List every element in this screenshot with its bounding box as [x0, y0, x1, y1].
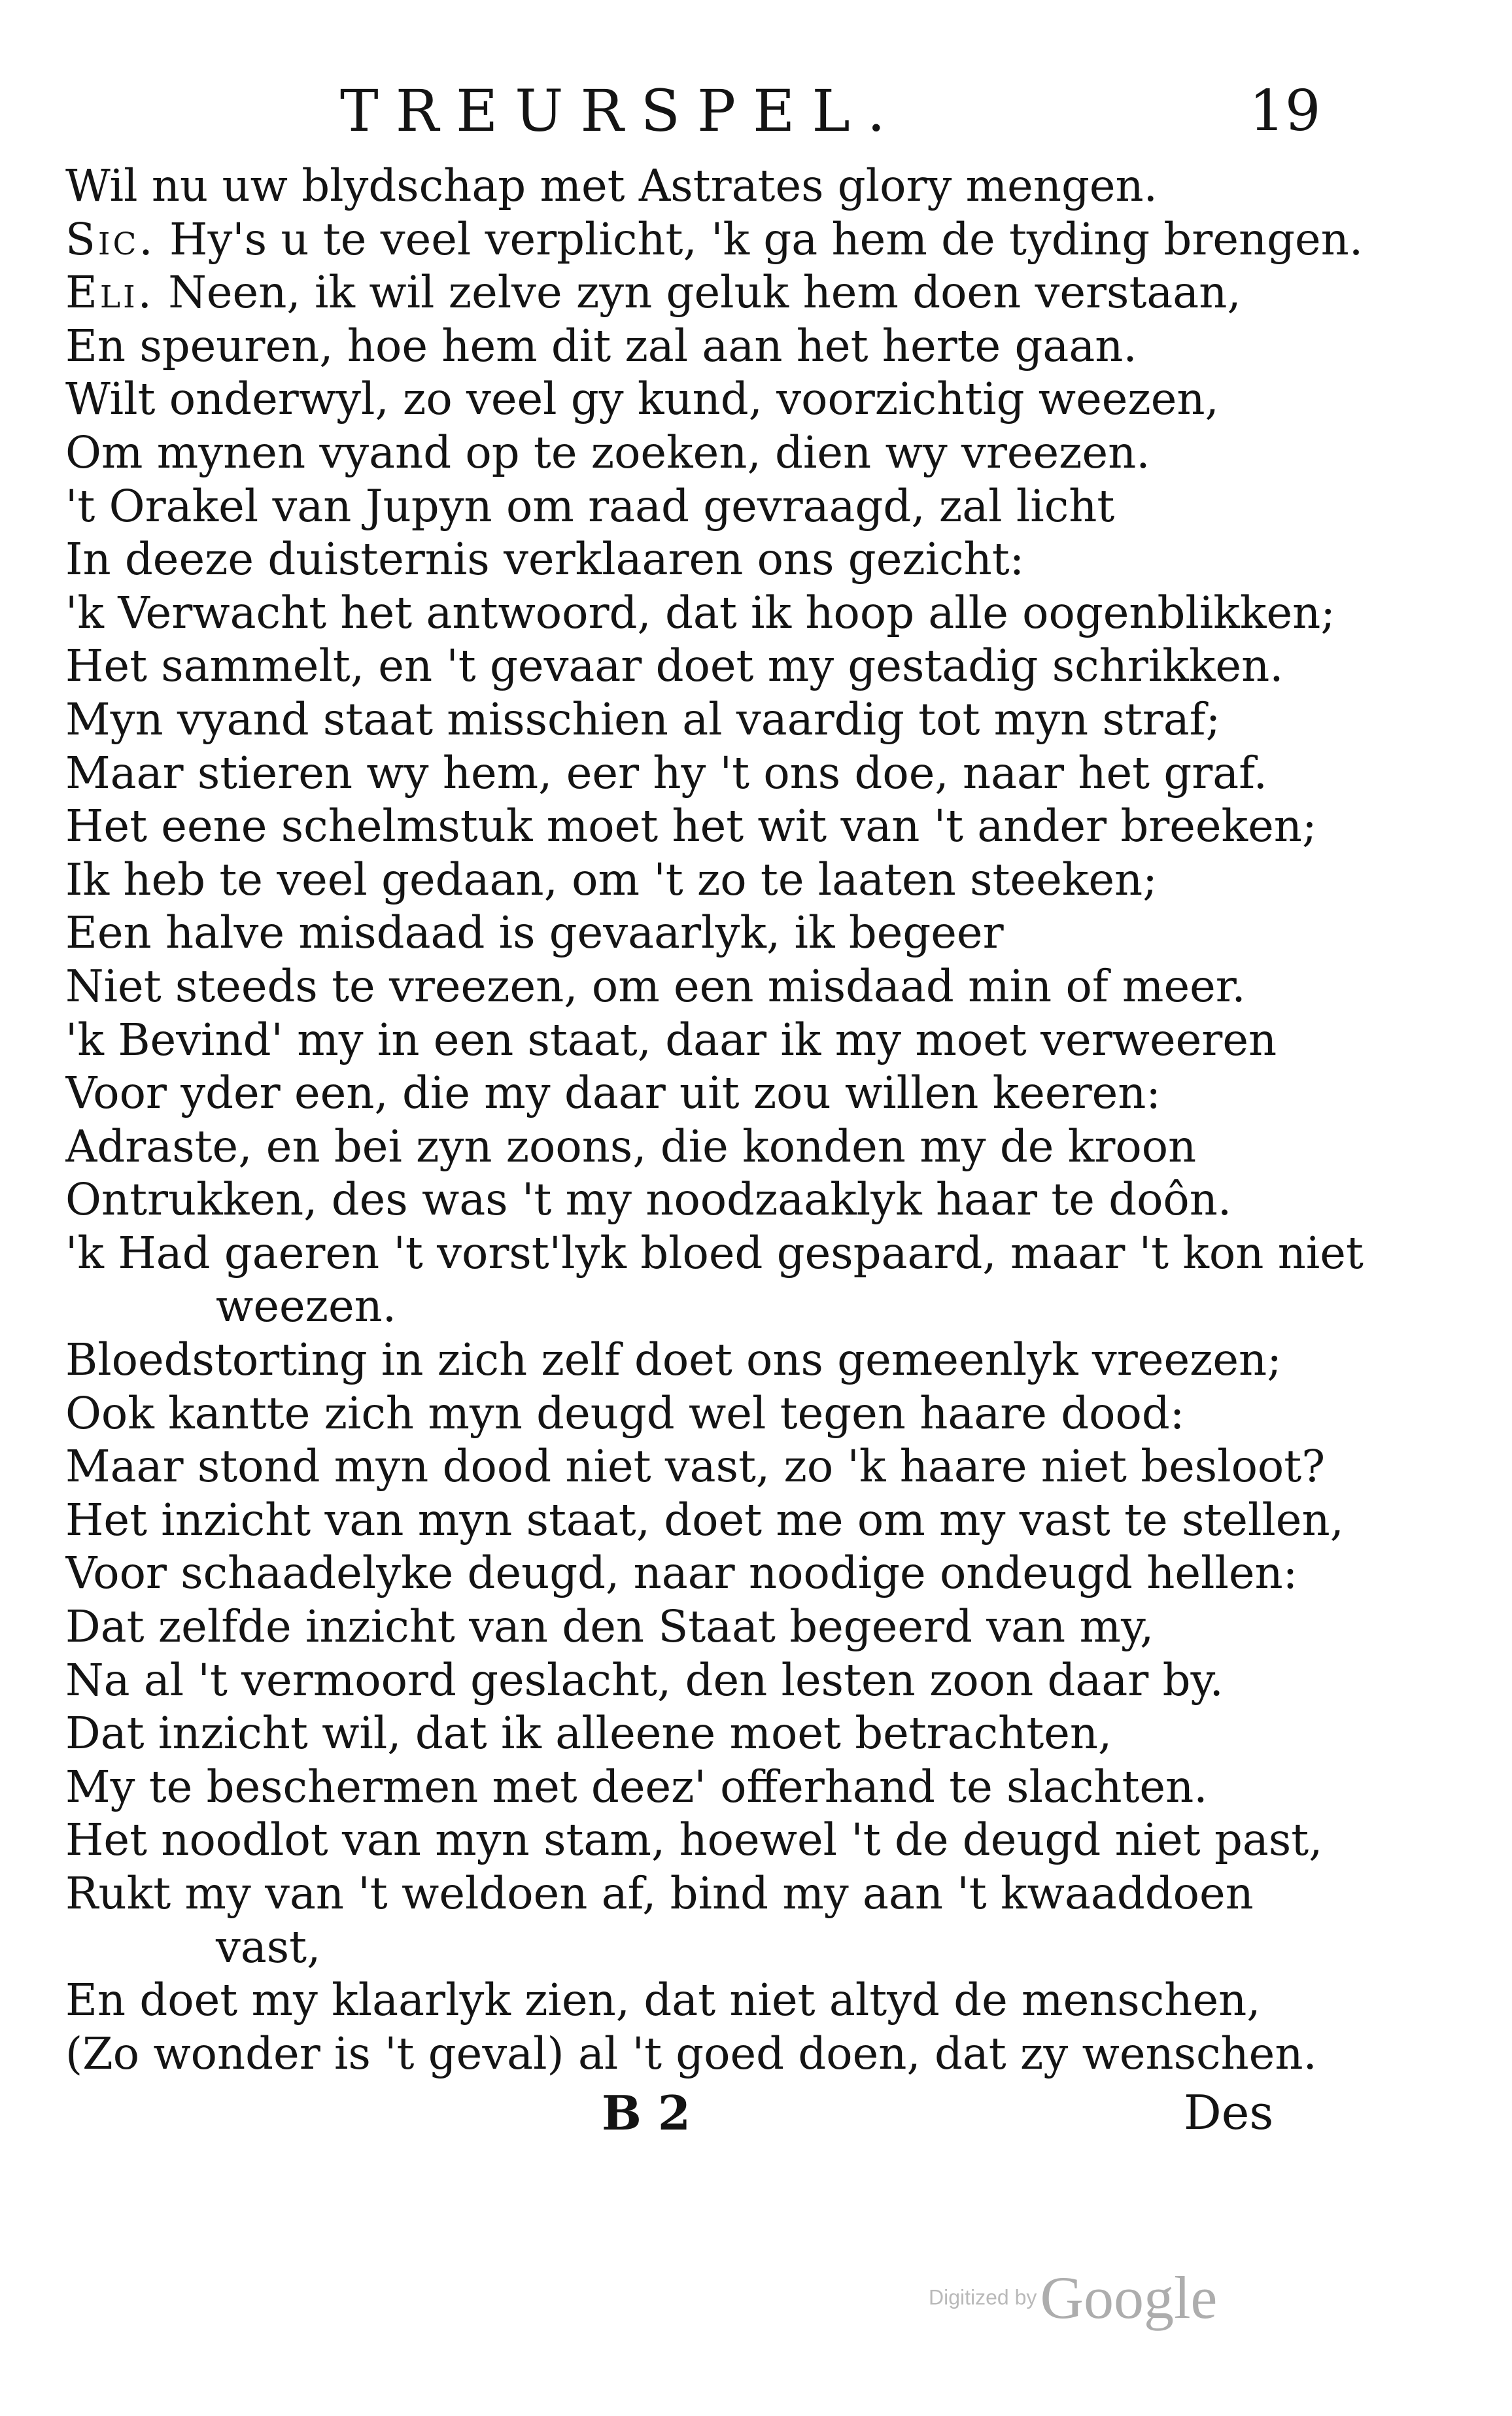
verse-line-text: En doet my klaarlyk zien, dat niet altyd de menschen,	[65, 1975, 1261, 2026]
verse-line-text: Adraste, en bei zyn zoons, die konden my de kroon	[65, 1120, 1197, 1172]
verse-line-text: Het noodlot van myn stam, hoewel 't de deugd niet past,	[65, 1814, 1323, 1866]
verse-line-text: Ontrukken, des was 't my noodzaaklyk haar te doôn.	[65, 1174, 1232, 1226]
verse-line-text: Dat zelfde inzicht van den Staat begeerd van my,	[65, 1601, 1154, 1653]
verse-line	[65, 854, 1452, 907]
verse-line-text: vast,	[216, 1921, 321, 1973]
verse-line	[65, 1867, 1452, 1921]
verse-line	[65, 2028, 1452, 2081]
digitized-by-google-watermark	[929, 2263, 1217, 2332]
verse-line	[65, 1494, 1452, 1547]
verse-line	[65, 1173, 1452, 1227]
verse-line	[65, 533, 1452, 587]
verse-line	[65, 800, 1452, 854]
verse-line	[65, 480, 1452, 534]
verse-line-text: Het eene schelmstuk moet het wit van 't ander breeken;	[65, 801, 1317, 852]
verse-line-text: Voor schaadelyke deugd, naar noodige ondeugd hellen:	[65, 1547, 1298, 1599]
verse-line-text: Het sammelt, en 't gevaar doet my gestadig schrikken.	[65, 640, 1284, 692]
running-title: TREURSPEL.	[340, 77, 902, 145]
catchword: Des	[1184, 2085, 1274, 2140]
speaker-label: Eli.	[65, 267, 154, 319]
verse-line	[65, 1334, 1452, 1387]
verse-line-text: Myn vyand staat misschien al vaardig tot myn straf;	[65, 693, 1221, 745]
verse-line-text: Dat inzicht wil, dat ik alleene moet betrachten,	[65, 1708, 1112, 1759]
watermark-prefix: Digitized by	[929, 2285, 1037, 2309]
verse-line	[65, 747, 1452, 801]
verse-line	[65, 640, 1452, 693]
verse-line-text: Maar stieren wy hem, eer hy 't ons doe, naar het graf.	[65, 747, 1267, 799]
verse-line	[65, 1974, 1452, 2028]
verse-line-text: En speuren, hoe hem dit zal aan het herte gaan.	[65, 320, 1137, 371]
verse-line	[65, 160, 1452, 213]
verse-line-text: Rukt my van 't weldoen af, bind my aan 't kwaaddoen	[65, 1868, 1254, 1919]
verse-line-text: Neen, ik wil zelve zyn geluk hem doen verstaan,	[154, 267, 1241, 319]
verse-line-text: In deeze duisternis verklaaren ons gezicht:	[65, 534, 1025, 585]
verse-line	[65, 960, 1452, 1014]
verse-line-text: Ik heb te veel gedaan, om 't zo te laaten steeken;	[65, 854, 1158, 905]
verse-line	[65, 1440, 1452, 1494]
verse-line-text: Een halve misdaad is gevaarlyk, ik begeer	[65, 907, 1004, 959]
verse-line-text: My te beschermen met deez' offerhand te slachten.	[65, 1761, 1208, 1812]
verse-line-text: Voor yder een, die my daar uit zou willen keeren:	[65, 1067, 1161, 1119]
verse-line	[65, 906, 1452, 960]
speaker-label: Sic.	[65, 213, 156, 265]
verse-line	[65, 1547, 1452, 1600]
verse-line-text: Wilt onderwyl, zo veel gy kund, voorzichtig weezen,	[65, 373, 1219, 425]
verse-line	[65, 1120, 1452, 1174]
verse-line	[65, 213, 1452, 267]
verse-line-text: Hy's u te veel verplicht, 'k ga hem de tyding brengen.	[155, 213, 1364, 265]
verse-line	[65, 1761, 1452, 1814]
verse-line	[65, 1814, 1452, 1867]
watermark-brand: Google	[1040, 2264, 1218, 2331]
verse-line-text: 'k Bevind' my in een staat, daar ik my moet verweeren	[65, 1014, 1277, 1065]
page-number: 19	[1249, 78, 1321, 144]
verse-line	[65, 1014, 1452, 1067]
verse-line	[65, 1600, 1452, 1654]
signature-mark: B 2	[602, 2085, 691, 2141]
verse-line-text: 'k Had gaeren 't vorst'lyk bloed gespaard, maar 't kon niet	[65, 1227, 1364, 1279]
verse-line	[65, 1227, 1452, 1281]
verse-line-text: weezen.	[216, 1281, 397, 1332]
verse-line-text: 't Orakel van Jupyn om raad gevraagd, zal licht	[65, 480, 1115, 532]
verse-text	[65, 160, 1452, 2080]
verse-line-text: Niet steeds te vreezen, om een misdaad min of meer.	[65, 960, 1246, 1012]
verse-line	[65, 373, 1452, 426]
verse-line-text: Na al 't vermoord geslacht, den lesten zoon daar by.	[65, 1654, 1224, 1706]
verse-line-text: Ook kantte zich myn deugd wel tegen haare dood:	[65, 1387, 1185, 1439]
verse-line-text: Het inzicht van myn staat, doet me om my vast te stellen,	[65, 1494, 1344, 1545]
verse-line	[65, 693, 1452, 747]
verse-line	[65, 266, 1452, 320]
verse-line-text: 'k Verwacht het antwoord, dat ik hoop alle oogenblikken;	[65, 587, 1335, 638]
verse-line	[65, 1707, 1452, 1761]
verse-line	[65, 1280, 1452, 1334]
verse-line-text: (Zo wonder is 't geval) al 't goed doen, dat zy wenschen.	[65, 2028, 1317, 2079]
verse-line	[65, 1921, 1452, 1975]
verse-line	[65, 1654, 1452, 1708]
verse-line	[65, 587, 1452, 640]
verse-line-text: Bloedstorting in zich zelf doet ons gemeenlyk vreezen;	[65, 1334, 1282, 1386]
verse-line	[65, 1067, 1452, 1120]
verse-line	[65, 1387, 1452, 1441]
verse-line	[65, 426, 1452, 480]
verse-line	[65, 320, 1452, 373]
verse-line-text: Wil nu uw blydschap met Astrates glory mengen.	[65, 160, 1158, 211]
verse-line-text: Om mynen vyand op te zoeken, dien wy vreezen.	[65, 426, 1150, 478]
verse-line-text: Maar stond myn dood niet vast, zo 'k haare niet besloot?	[65, 1441, 1326, 1493]
